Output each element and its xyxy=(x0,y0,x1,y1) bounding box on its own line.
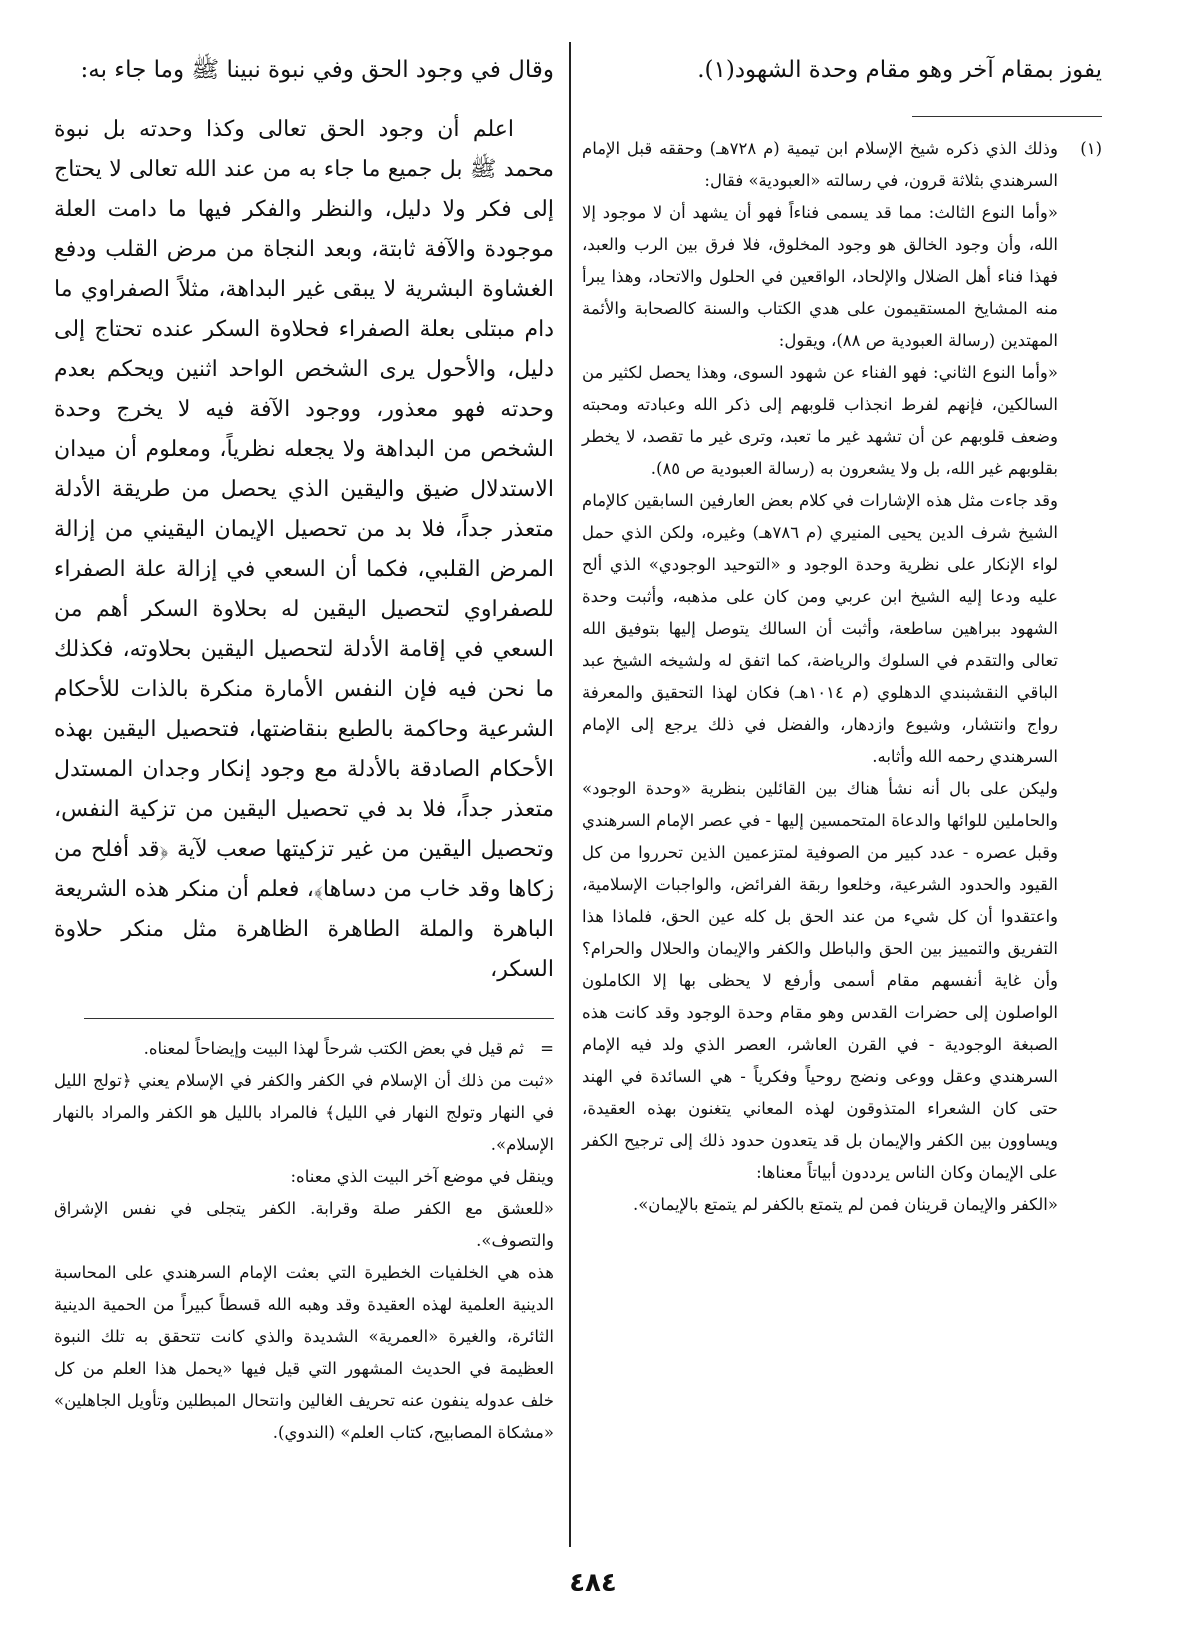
footnote-paragraph: وينقل في موضع آخر البيت الذي معناه: xyxy=(290,1167,554,1186)
continuation-marker: = xyxy=(540,1039,554,1058)
footnote-1 xyxy=(582,133,1102,1221)
footnote-separator xyxy=(912,116,1102,117)
footnote-paragraph: «للعشق مع الكفر صلة وقرابة. الكفر يتجلى في نفس الإشراق والتصوف». xyxy=(54,1199,554,1250)
left-column-heading: وقال في وجود الحق وفي نبوة نبينا ﷺ وما جاء به: xyxy=(80,57,554,83)
footnote-paragraph: ثم قيل في بعض الكتب شرحاً لهذا البيت وإيضاحاً لمعناه. xyxy=(143,1039,524,1058)
footnote-marker: (١) xyxy=(1080,139,1102,158)
left-column xyxy=(54,52,554,1449)
column-divider xyxy=(569,42,571,1547)
footnote-paragraph: «وأما النوع الثاني: فهو الفناء عن شهود السوى، وهذا يحصل لكثير من السالكين، فإنهم لفرط انجذاب قلوبهم إلى ذكر الله وعبادته ومحبته وضعف قلوبهم عن أن تشهد غير ما تعبد، وترى غير ما تقصد، لا يخطر بقلوبهم غير الله، بل ولا يشعرون به (رسالة العبودية ص ٨٥). xyxy=(582,363,1058,478)
main-paragraph: اعلم أن وجود الحق تعالى وكذا وحدته بل نبوة محمد ﷺ بل جميع ما جاء به من عند الله تعالى لا يحتاج إلى فكر ولا دليل، والنظر والفكر فيها ما دامت العلة موجودة والآفة ثابتة، وبعد النجاة من مرض القلب ودفع الغشاوة البشرية لا يبقى غير البداهة، مثلاً الصفراوي ما دام مبتلى بعلة الصفراء فحلاوة السكر عنده تحتاج إلى دليل، والأحول يرى الشخص الواحد اثنين ويحكم بعدم وحدته فهو معذور، ووجود الآفة فيه لا يخرج وحدة الشخص من البداهة ولا يجعله نظرياً، ومعلوم أن ميدان الاستدلال ضيق واليقين الذي يحصل من طريقة الأدلة متعذر جداً، فلا بد من تحصيل الإيمان اليقيني من إزالة المرض القلبي، فكما أن السعي في إزالة علة الصفراء للصفراوي لتحصيل اليقين له بحلاوة السكر أهم من السعي في إقامة الأدلة لتحصيل اليقين بحلاوته، فكذلك ما نحن فيه فإن النفس الأمارة منكرة بالذات للأحكام الشرعية وحاكمة بالطبع بنقاضتها، فتحصيل اليقين بهذه الأحكام الصادقة بالأدلة مع وجود إنكار وجدان المستدل متعذر جداً، فلا بد في تحصيل اليقين من تزكية النفس، وتحصيل اليقين من غير تزكيتها صعب لآية ﴿قد أفلح من زكاها وقد خاب من دساها﴾، فعلم أن منكر هذه الشريعة الباهرة والملة الطاهرة الظاهرة مثل منكر حلاوة السكر، xyxy=(54,117,554,982)
footnote-paragraph: وليكن على بال أنه نشأ هناك بين القائلين بنظرية «وحدة الوجود» والحاملين للوائها والدعاة المتحمسين إليها - في عصر الإمام السرهندي وقبل عصره - عدد كبير من الصوفية لمتزعمين الذين تحرروا من كل القيود والحدود الشرعية، وخلعوا ربقة الفرائض، والواجبات الإسلامية، واعتقدوا أن كل شيء من عند الحق بل كله عين الحق، فلماذا هذا التفريق والتمييز بين الحق والباطل والكفر والإيمان والحلال والحرام؟ وأن غاية أنفسهم مقام أسمى وأرفع لا يحظى بها إلا الكاملون الواصلون إلى حضرات القدس وهو مقام وحدة الوجود وقد كانت هذه الصبغة الوجودية - في القرن العاشر، العصر الذي ولد فيه الإمام السرهندي وعقل ووعى ونضج روحياً وفكرياً - هي السائدة في الهند حتى كان الشعراء المتذوقون لهذه المعاني يتغنون بهذه العقيدة، ويساوون بين الكفر والإيمان بل قد يتعدون حدود ذلك إلى ترجيح الكفر على الإيمان وكان الناس يرددون أبياتاً معناها: xyxy=(582,779,1058,1182)
footnote-paragraph: «ثبت من ذلك أن الإسلام في الكفر والكفر في الإسلام يعني ﴿تولج الليل في النهار وتولج النهار في الليل﴾ فالمراد بالليل هو الكفر والمراد بالنهار الإسلام». xyxy=(54,1071,554,1154)
footnote-paragraph: وذلك الذي ذكره شيخ الإسلام ابن تيمية (م ٧٢٨هـ) وحققه قبل الإمام السرهندي بثلاثة قرون، في رسالته «العبودية» فقال: xyxy=(582,139,1058,190)
page-number: ٤٨٤ xyxy=(569,1568,617,1598)
footnote-separator xyxy=(84,1018,554,1019)
right-column xyxy=(582,52,1102,1221)
footnote-paragraph: هذه هي الخلفيات الخطيرة التي بعثت الإمام السرهندي على المحاسبة الدينية العلمية لهذه العقيدة وقد وهبه الله قسطاً كبيراً من الحمية الدينية الثائرة، والغيرة «العمرية» الشديدة والذي كانت تتحقق به تلك النبوة العظيمة في الحديث المشهور التي قيل فيها «يحمل هذا العلم من كل خلف عدوله ينفون عنه تحريف الغالين وانتحال المبطلين وتأويل الجاهلين» «مشكاة المصابيح، كتاب العلم» (الندوي). xyxy=(54,1263,554,1442)
footnote-paragraph: «الكفر والإيمان قرينان فمن لم يتمتع بالكفر لم يتمتع بالإيمان». xyxy=(632,1195,1058,1214)
right-column-heading: يفوز بمقام آخر وهو مقام وحدة الشهود(١). xyxy=(697,57,1102,83)
footnote-paragraph: «وأما النوع الثالث: مما قد يسمى فناءاً فهو أن يشهد أن لا موجود إلا الله، وأن وجود الخالق هو وجود المخلوق، فلا فرق بين الرب والعبد، فهذا فناء أهل الضلال والإلحاد، الواقعين في الحلول والاتحاد، وهذا يبرأ منه المشايخ المستقيمون على هدي الكتاب والسنة كالصحابة والأئمة المهتدين (رسالة العبودية ص ٨٨)، ويقول: xyxy=(582,203,1058,350)
footnote-continuation xyxy=(54,1033,554,1449)
footnote-paragraph: وقد جاءت مثل هذه الإشارات في كلام بعض العارفين السابقين كالإمام الشيخ شرف الدين يحيى المنيري (م ٧٨٦هـ) وغيره، ولكن الذي حمل لواء الإنكار على نظرية وحدة الوجود و «التوحيد الوجودي» الذي ألح عليه ودعا إليه الشيخ ابن عربي ومن كان على مذهبه، وأثبت وحدة الشهود ببراهين ساطعة، وأثبت أن السالك يتوصل إليها بتوفيق الله تعالى والتقدم في السلوك والرياضة، كما اتفق له ولشيخه الشيخ عبد الباقي النقشبندي الدهلوي (م ١٠١٤هـ) فكان لهذا التحقيق والمعرفة رواج وانتشار، وشيوع وازدهار، والفضل في ذلك يرجع إلى الإمام السرهندي رحمه الله وأثابه. xyxy=(582,491,1058,766)
footnote-first-paragraph-row xyxy=(582,133,1102,197)
